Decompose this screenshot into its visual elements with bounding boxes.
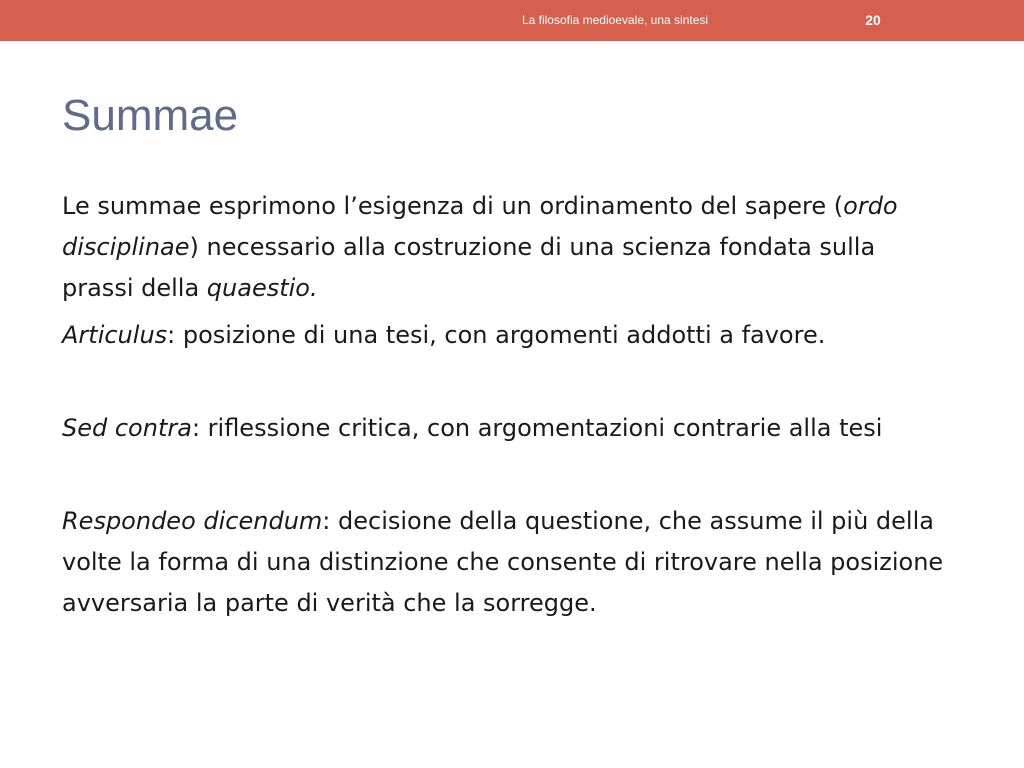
- header-bar: [0, 0, 1024, 41]
- paragraph-summae: [62, 186, 952, 309]
- italic-term: ordo disciplinae: [62, 192, 898, 261]
- italic-term: quaestio.: [206, 274, 318, 302]
- paragraph-respondeo: [62, 501, 952, 624]
- paragraph-articulus: [62, 315, 952, 356]
- slide-title: Summae: [62, 91, 239, 140]
- slide-body: [62, 186, 952, 624]
- italic-term: Respondeo dicendum: [62, 507, 323, 535]
- paragraph-text: : posizione di una tesi, con argomenti addotti a favore.: [167, 321, 826, 349]
- page-number: 20: [865, 12, 881, 28]
- footer-text: La filosofia medioevale, una sintesi: [521, 13, 709, 27]
- italic-term: Sed contra: [62, 414, 192, 442]
- paragraph-text: ) necessario alla costruzione di una scienza fondata sulla prassi della: [62, 233, 876, 302]
- paragraph-text: : decisione della questione, che assume il più della volte la forma di una distinzione che consente di ritrovare nella posizione avversaria la parte di verità che la sorregge.: [62, 507, 944, 617]
- italic-term: Articulus: [62, 321, 168, 349]
- paragraph-sed-contra: [62, 408, 952, 449]
- paragraph-text: : riflessione critica, con argomentazioni contrarie alla tesi: [191, 414, 883, 442]
- paragraph-text: Le summae esprimono l’esigenza di un ordinamento del sapere (: [62, 192, 844, 220]
